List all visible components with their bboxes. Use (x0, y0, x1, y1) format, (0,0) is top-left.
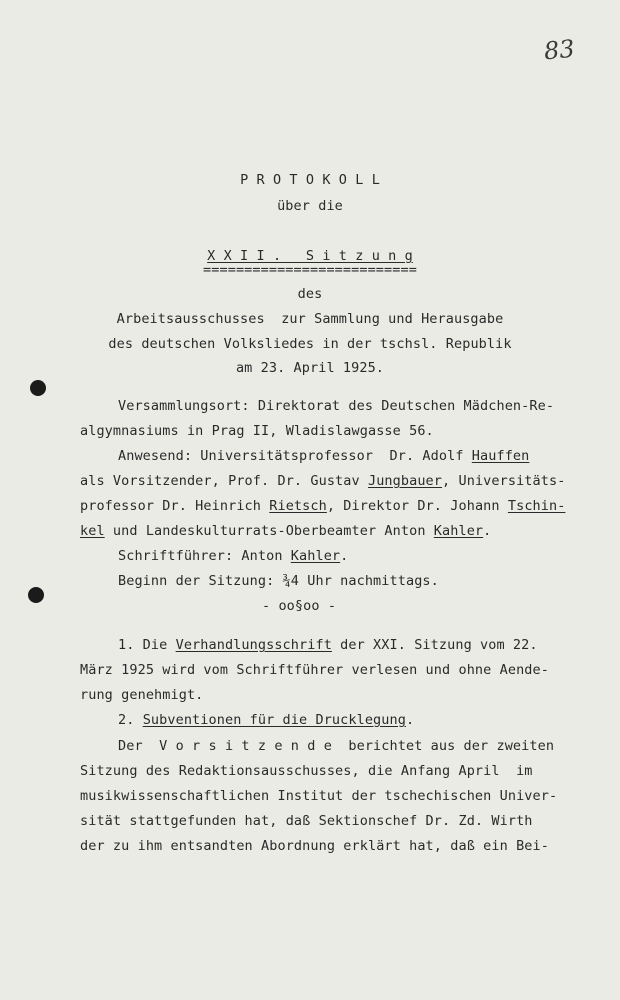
present-line-4 (80, 523, 491, 539)
item1-text: der XXI. Sitzung vom 22. (331, 637, 538, 653)
protocol-title: P R O T O K O L L (240, 172, 380, 188)
present-text: , Universitäts- (442, 473, 566, 489)
name-tschinkel-b: kel (80, 523, 105, 539)
present-text: professor Dr. Heinrich (80, 498, 270, 514)
item2-line-3: musikwissenschaftlichen Institut der tschechischen Univer- (80, 788, 558, 804)
present-line-3 (80, 498, 565, 514)
present-text: Anwesend: Universitätsprofessor Dr. Adolf (118, 448, 472, 464)
item2-dot: . (405, 712, 415, 728)
item2-line-4: sität stattgefunden hat, daß Sektionschef Dr. Zd. Wirth (80, 813, 533, 829)
present-text: und Landeskulturrats-Oberbeamter Anton (104, 523, 434, 539)
secretary-line (118, 548, 348, 564)
item2-line-2: Sitzung des Redaktionsausschusses, die Anfang April im (80, 763, 533, 779)
item2-line-5: der zu ihm entsandten Abordnung erklärt hat, daß ein Bei- (80, 838, 549, 854)
present-text: , Direktor Dr. Johann (326, 498, 508, 514)
title-sub: über die (277, 198, 343, 214)
location-line-2: algymnasiums in Prag II, Wladislawgasse 56. (80, 423, 434, 439)
punch-hole (30, 380, 46, 396)
present-text: . (483, 523, 492, 539)
committee-line-1: Arbeitsausschusses zur Sammlung und Herausgabe (116, 311, 504, 327)
session-title-text: X X I I . S i t z u n g (207, 248, 413, 264)
session-rule: ========================== (203, 262, 417, 278)
item2-subject: Subventionen für die Drucklegung (142, 712, 406, 728)
committee-line-2: des deutschen Volksliedes in der tschsl. Republik (108, 336, 512, 352)
name-hauffen: Hauffen (471, 448, 530, 464)
separator: - oo§oo - (262, 598, 337, 614)
header-des: des (297, 286, 323, 302)
item2-heading (118, 712, 414, 728)
present-line-1 (118, 448, 529, 464)
item1-subject: Verhandlungsschrift (175, 637, 332, 653)
item1-line-1 (118, 637, 538, 653)
item1-text: 1. Die (118, 637, 176, 653)
name-tschinkel-a: Tschin- (507, 498, 566, 514)
name-jungbauer: Jungbauer (367, 473, 443, 489)
meeting-date: am 23. April 1925. (235, 360, 385, 376)
secretary-text: Schriftführer: Anton (118, 548, 291, 564)
item2-line-1: Der V o r s i t z e n d e berichtet aus der zweiten (118, 738, 555, 754)
page-number: 83 (542, 34, 576, 66)
present-line-2 (80, 473, 565, 489)
item2-num: 2. (118, 712, 143, 728)
name-rietsch: Rietsch (269, 498, 327, 514)
secretary-name: Kahler (290, 548, 341, 564)
present-text: als Vorsitzender, Prof. Dr. Gustav (80, 473, 368, 489)
item1-line-3: rung genehmigt. (80, 687, 204, 703)
name-kahler: Kahler (433, 523, 484, 539)
item1-line-2: März 1925 wird vom Schriftführer verlesen und ohne Aende- (80, 662, 549, 678)
punch-hole (28, 587, 44, 603)
location-line-1: Versammlungsort: Direktorat des Deutschen Mädchen-Re- (118, 398, 555, 414)
secretary-text: . (340, 548, 349, 564)
start-time: Beginn der Sitzung: ¾4 Uhr nachmittags. (118, 573, 439, 589)
